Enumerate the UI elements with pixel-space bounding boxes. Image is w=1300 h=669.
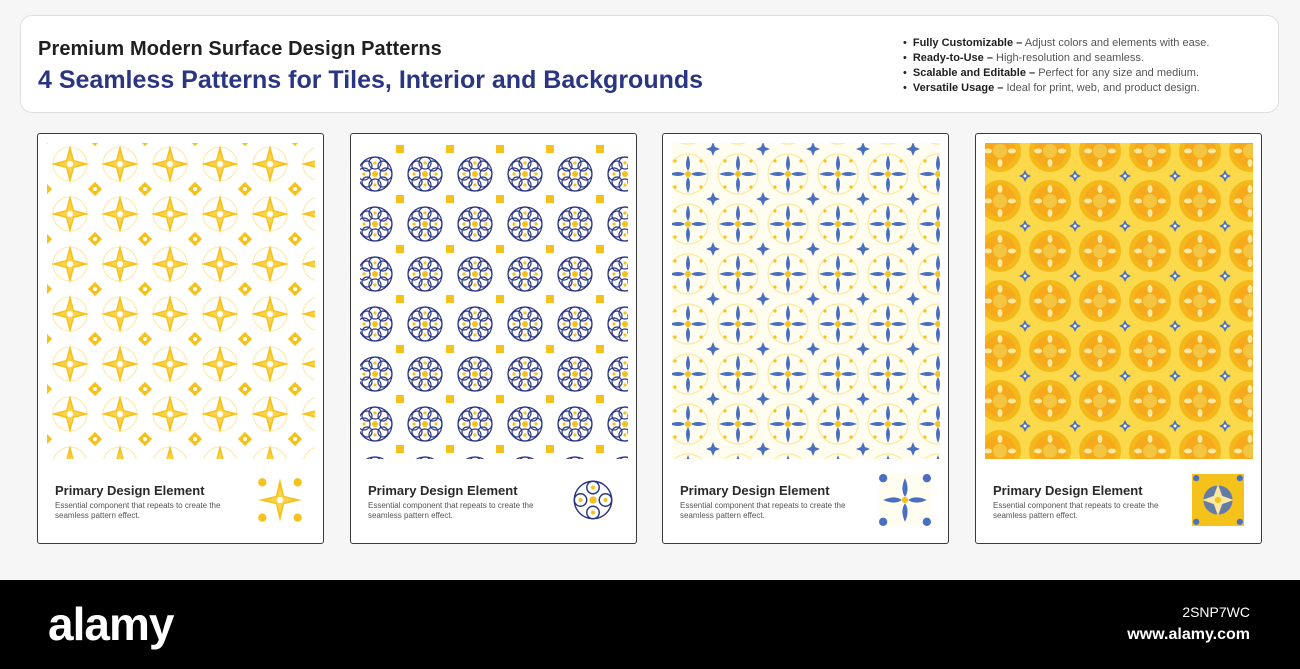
feature-item: • Scalable and Editable – Perfect for any size and medium. bbox=[903, 66, 1209, 81]
primary-element-icon bbox=[1192, 474, 1244, 526]
card-title: Primary Design Element bbox=[55, 483, 205, 498]
alamy-logo: alamy bbox=[48, 598, 174, 650]
card-title: Primary Design Element bbox=[368, 483, 518, 498]
watermark-footer bbox=[0, 580, 1300, 669]
pattern-preview bbox=[985, 143, 1253, 459]
card-description: Essential component that repeats to create the seamless pattern effect. bbox=[368, 501, 534, 520]
page-title: Premium Modern Surface Design Patterns bbox=[38, 38, 442, 60]
card-title: Primary Design Element bbox=[993, 483, 1143, 498]
feature-list bbox=[903, 36, 1209, 96]
page-subtitle: 4 Seamless Patterns for Tiles, Interior and Backgrounds bbox=[38, 66, 704, 94]
image-id: 2SNP7WC bbox=[1182, 604, 1250, 620]
pattern-card-blue-cross[interactable] bbox=[662, 133, 949, 544]
pattern-preview bbox=[47, 143, 315, 459]
pattern-card-blue-flower[interactable] bbox=[350, 133, 637, 544]
header-panel bbox=[20, 15, 1279, 113]
primary-element-icon bbox=[879, 474, 931, 526]
pattern-card-yellow-medallion[interactable] bbox=[975, 133, 1262, 544]
pattern-preview bbox=[672, 143, 940, 459]
card-description: Essential component that repeats to create the seamless pattern effect. bbox=[680, 501, 846, 520]
pattern-card-yellow-star[interactable] bbox=[37, 133, 324, 544]
primary-element-icon bbox=[254, 474, 306, 526]
feature-item: • Versatile Usage – Ideal for print, web, and product design. bbox=[903, 81, 1209, 96]
site-url[interactable]: www.alamy.com bbox=[1127, 626, 1250, 643]
pattern-preview bbox=[360, 143, 628, 459]
feature-item: • Fully Customizable – Adjust colors and elements with ease. bbox=[903, 36, 1209, 51]
card-description: Essential component that repeats to create the seamless pattern effect. bbox=[55, 501, 221, 520]
primary-element-icon bbox=[567, 474, 619, 526]
card-title: Primary Design Element bbox=[680, 483, 830, 498]
card-description: Essential component that repeats to create the seamless pattern effect. bbox=[993, 501, 1159, 520]
feature-item: • Ready-to-Use – High-resolution and seamless. bbox=[903, 51, 1209, 66]
